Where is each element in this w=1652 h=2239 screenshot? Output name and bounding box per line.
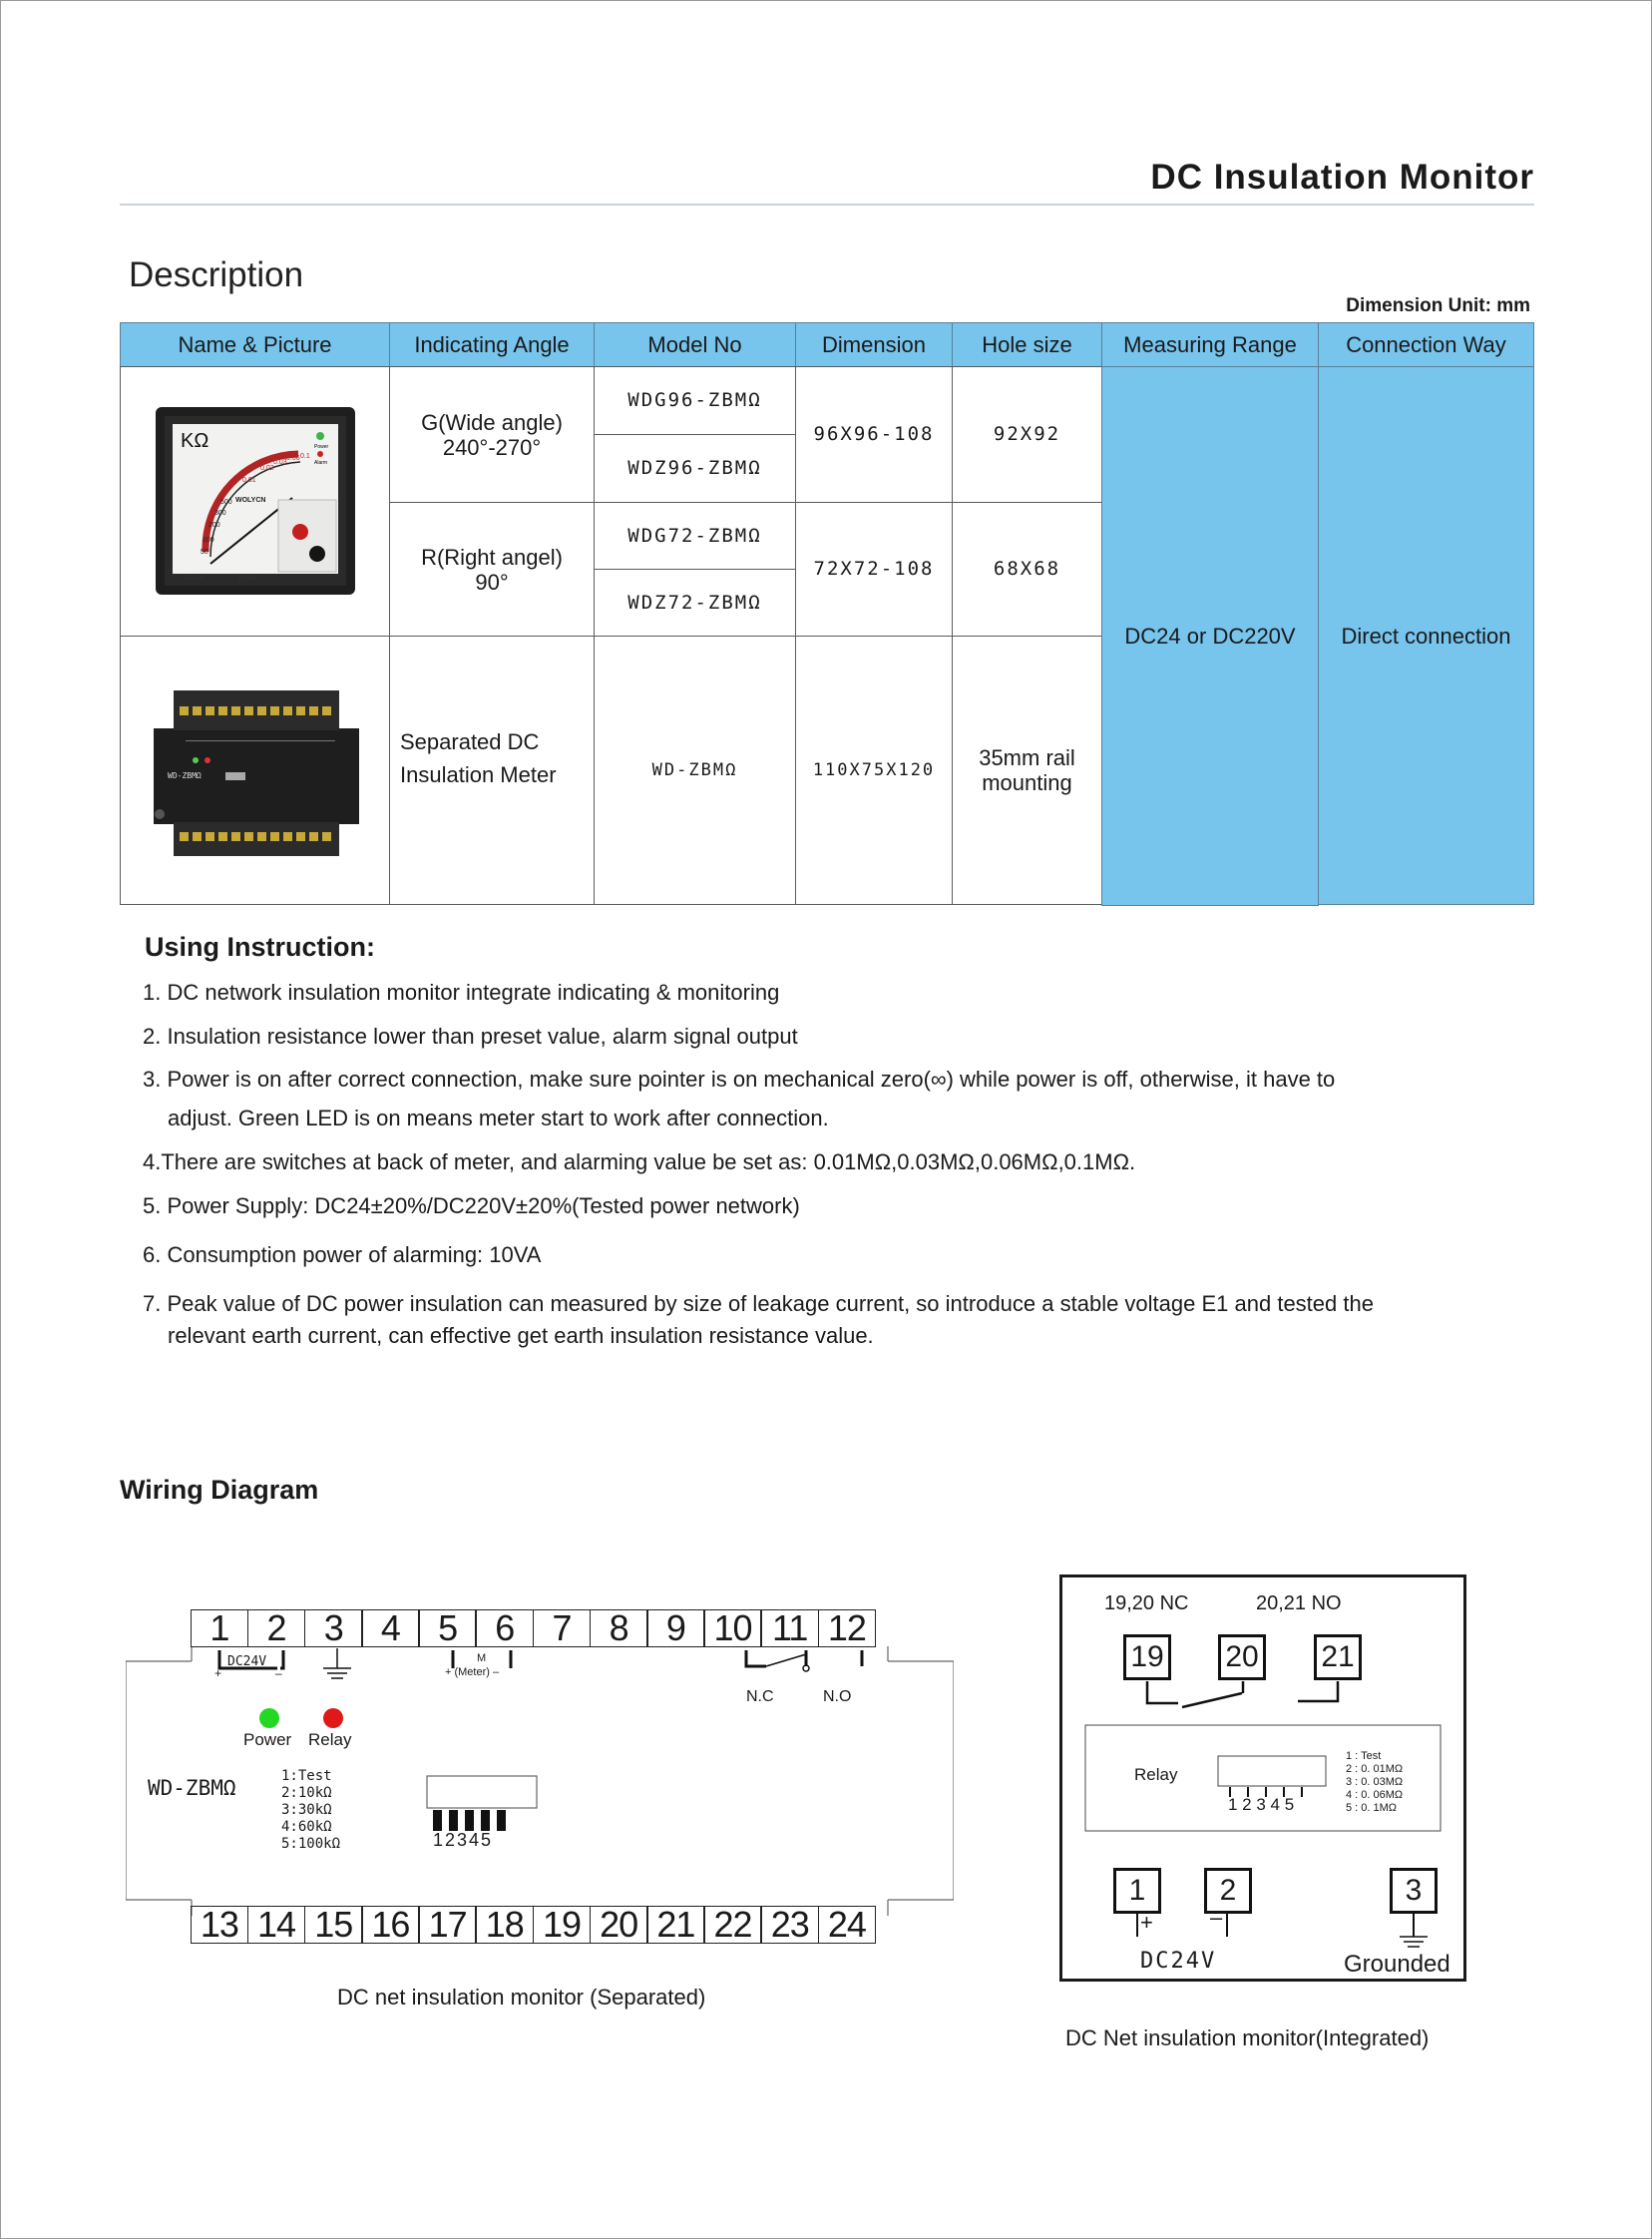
col-header-connection: Connection Way (1318, 322, 1534, 367)
power-label: Power (243, 1730, 292, 1749)
hole-rail: 35mm rail mounting (952, 636, 1102, 905)
setting-line: 5:100kΩ (281, 1836, 341, 1852)
bottom-terminal-strip (192, 1906, 876, 1944)
terminal: 19 (533, 1906, 592, 1944)
meter-scale-label: 300 (213, 509, 226, 517)
meter-power-label: Power (313, 443, 328, 450)
model-wd-zbm: WD-ZBMΩ (594, 636, 796, 905)
terminal: 14 (247, 1906, 306, 1944)
nc-label: N.C (746, 1688, 774, 1705)
measuring-range-cell: DC24 or DC220V (1101, 366, 1319, 906)
integrated-wiring-diagram (1059, 1574, 1466, 1982)
dc24v-label: DC24V (227, 1654, 267, 1669)
terminal: 15 (304, 1906, 363, 1944)
terminal: 20 (590, 1906, 648, 1944)
terminal: 8 (590, 1609, 648, 1647)
terminal: 24 (818, 1906, 877, 1944)
connection-way-cell: Direct connection (1318, 366, 1534, 905)
relay-label: Relay (1134, 1765, 1178, 1784)
terminal: 6 (475, 1609, 534, 1647)
setting-line: 3:30kΩ (281, 1802, 332, 1818)
instruction-item: 6. Consumption power of alarming: 10VA (143, 1242, 542, 1267)
model-wdz96: WDZ96-ZBMΩ (594, 434, 796, 503)
top-terminal-strip (192, 1609, 876, 1647)
meter-scale-label: 500 (219, 498, 232, 506)
meter-label: + (Meter) – (445, 1666, 500, 1678)
meter-scale-label: 0.01 (241, 476, 256, 484)
col-header-hole: Hole size (952, 322, 1102, 367)
hole-68: 68X68 (952, 502, 1102, 637)
relay-terminal-21: 21 (1314, 1634, 1362, 1680)
col-header-angle: Indicating Angle (389, 322, 595, 367)
terminal: 21 (646, 1906, 705, 1944)
meter-scale-label: 50 (200, 548, 208, 556)
din-module-image (146, 680, 365, 860)
meter-footer-right: DC24V (237, 575, 257, 582)
meter-alarm-label: Alarm (313, 459, 327, 466)
plus-sign: + (214, 1666, 222, 1680)
model-wdg96: WDG96-ZBMΩ (594, 366, 796, 435)
setting-line: 3 : 0. 03MΩ (1346, 1776, 1404, 1788)
terminal: 18 (475, 1906, 534, 1944)
alarm-settings-list (281, 1768, 340, 1853)
instruction-item: 4.There are switches at back of meter, and alarming value be set as: 0.01MΩ,0.03MΩ,0.06MΩ,0.1MΩ. (143, 1149, 1136, 1174)
minus-sign: – (1210, 1905, 1223, 1930)
model-label: WD-ZBMΩ (148, 1776, 236, 1800)
relay-led (323, 1708, 343, 1728)
col-header-model: Model No (594, 322, 796, 367)
terminal: 5 (418, 1609, 477, 1647)
meter-scale-unit: KΩ (180, 429, 208, 452)
meter-scale-label: 0.06 (285, 454, 300, 462)
header-divider (120, 204, 1534, 206)
integrated-caption: DC Net insulation monitor(Integrated) (1065, 2025, 1430, 2050)
meter-scale-label: 100 (202, 536, 214, 544)
meter-scale-label: 0.02 (259, 464, 274, 472)
angle-wide: G(Wide angle) 240°-270° (389, 366, 595, 503)
terminal: 23 (760, 1906, 819, 1944)
dimension-unit-note: Dimension Unit: mm (1346, 295, 1530, 316)
grounded-label: Grounded (1344, 1951, 1450, 1978)
module-image-label: WD-ZBMΩ (167, 771, 202, 780)
terminal: 22 (703, 1906, 762, 1944)
terminal: 10 (703, 1609, 762, 1647)
dip-switch-numbers: 12345 (433, 1830, 494, 1850)
using-instruction-heading: Using Instruction: (145, 932, 375, 962)
setting-line: 1 : Test (1346, 1750, 1382, 1762)
dimension-96: 96X96-108 (795, 366, 953, 503)
terminal: 16 (361, 1906, 420, 1944)
nc-terminals-label: 19,20 NC (1104, 1592, 1189, 1614)
terminal: 12 (818, 1609, 877, 1647)
ground-terminal-3: 3 (1390, 1868, 1438, 1914)
power-led (259, 1708, 279, 1728)
setting-line: 1:Test (281, 1768, 332, 1784)
col-header-name: Name & Picture (120, 322, 390, 367)
spec-table (120, 322, 1534, 905)
wiring-diagram-heading: Wiring Diagram (120, 1475, 319, 1505)
terminal: 13 (191, 1906, 249, 1944)
switch-numbers: 1 2 3 4 5 (1228, 1795, 1295, 1814)
no-terminals-label: 20,21 NO (1256, 1592, 1342, 1614)
relay-label: Relay (308, 1730, 352, 1749)
instruction-item: relevant earth current, can effective get earth insulation resistance value. (168, 1323, 874, 1348)
meter-scale-label: 0.1 (299, 452, 310, 460)
separated-module-picture-cell (120, 636, 390, 905)
instruction-item: 7. Peak value of DC power insulation can measured by size of leakage current, so introduce a stable voltage E1 and tested the (143, 1291, 1374, 1316)
dimension-72: 72X72-108 (795, 502, 953, 637)
instruction-item: 1. DC network insulation monitor integrate indicating & monitoring (143, 980, 780, 1005)
terminal: 2 (247, 1609, 306, 1647)
separated-wiring-diagram (126, 1606, 954, 1956)
setting-line: 4:60kΩ (281, 1819, 332, 1835)
terminal: 3 (304, 1609, 363, 1647)
instruction-item: 2. Insulation resistance lower than preset value, alarm signal output (143, 1024, 798, 1049)
separated-caption: DC net insulation monitor (Separated) (337, 1985, 706, 2010)
plus-sign: + (1140, 1910, 1153, 1935)
instruction-item: 3. Power is on after correct connection, make sure pointer is on mechanical zero(∞) while power is off, otherwise, it have to (143, 1067, 1336, 1092)
model-wdz72: WDZ72-ZBMΩ (594, 569, 796, 637)
no-label: N.O (823, 1688, 852, 1705)
page-title: DC Insulation Monitor (1150, 158, 1534, 197)
instruction-item: adjust. Green LED is on means meter start to work after connection. (168, 1106, 829, 1130)
col-header-range: Measuring Range (1101, 322, 1319, 367)
relay-terminal-19: 19 (1123, 1634, 1171, 1680)
terminal: 17 (418, 1906, 477, 1944)
minus-sign: – (275, 1666, 282, 1680)
meter-scale-label: 200 (207, 521, 220, 529)
instruction-item: 5. Power Supply: DC24±20%/DC220V±20%(Tested power network) (143, 1193, 800, 1218)
description-heading: Description (129, 255, 304, 294)
hole-92: 92X92 (952, 366, 1102, 503)
terminal: 4 (361, 1609, 420, 1647)
model-wdg72: WDG72-ZBMΩ (594, 502, 796, 570)
meter-scale-label: 0.03 (272, 458, 287, 466)
angle-right: R(Right angel) 90° (389, 502, 595, 637)
terminal: 7 (533, 1609, 592, 1647)
integrated-settings-list (1346, 1750, 1403, 1815)
panel-meter-image (151, 402, 360, 602)
power-terminal-1: 1 (1113, 1868, 1161, 1914)
meter-m-label: M (477, 1652, 487, 1664)
panel-meter-picture-cell (120, 366, 390, 637)
power-terminal-2: 2 (1204, 1868, 1252, 1914)
setting-line: 2:10kΩ (281, 1785, 332, 1801)
setting-line: 2 : 0. 01MΩ (1346, 1763, 1404, 1775)
terminal: 9 (646, 1609, 705, 1647)
relay-terminal-20: 20 (1218, 1634, 1266, 1680)
col-header-dimension: Dimension (795, 322, 953, 367)
terminal: 11 (760, 1609, 819, 1647)
setting-line: 5 : 0. 1MΩ (1346, 1802, 1398, 1814)
terminal: 1 (191, 1609, 249, 1647)
meter-brand: WOLYCN (234, 496, 265, 504)
dc24v-label: DC24V (1140, 1949, 1217, 1974)
angle-separated: Separated DC Insulation Meter (389, 636, 595, 905)
meter-footer-left: ~DC24V (180, 575, 204, 582)
dimension-separated: 110X75X120 (795, 636, 953, 905)
setting-line: 4 : 0. 06MΩ (1346, 1789, 1404, 1801)
